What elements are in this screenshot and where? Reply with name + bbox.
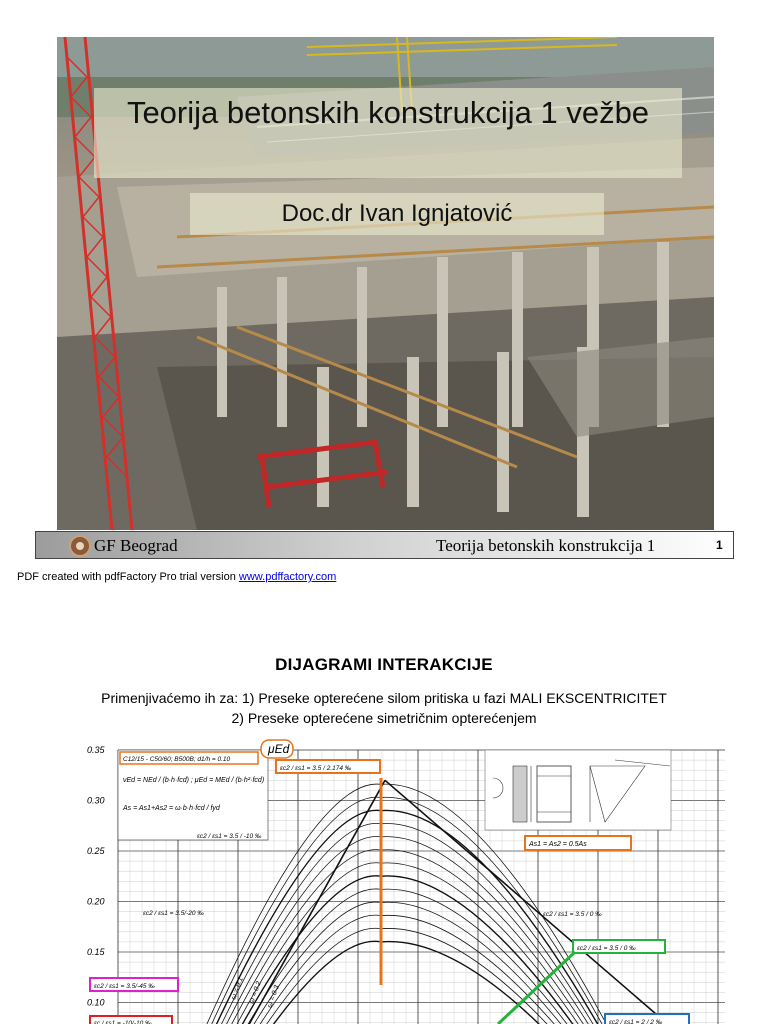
- formula-2-text: As = As1+As2 = ω·b·h·fcd / fyd: [123, 805, 220, 812]
- strain-45-text: εc2 / εs1 = 3.5/-45 ‰: [94, 983, 155, 990]
- page-heading: DIJAGRAMI INTERAKCIJE: [275, 655, 493, 674]
- intro-line-1: Primenjivaćemo ih za: 1) Preseke opterećene silom pritiska u fazi MALI EKSCENTRICITET: [101, 690, 667, 706]
- formula-1-text: νEd = NEd / (b·h·fcd) ; μEd = MEd / (b·h²·fcd): [123, 777, 265, 784]
- slide-footer: [35, 531, 734, 559]
- gf-logo-icon: [69, 535, 91, 557]
- intro-line-2: 2) Preseke opterećene simetričnim opterećenjem: [231, 710, 537, 726]
- interaction-diagram: [85, 738, 725, 1024]
- y-tick-label: 0.10: [87, 997, 105, 1008]
- interaction-curve: [197, 863, 629, 1024]
- interaction-diagram-svg: [85, 738, 725, 1024]
- y-tick-label: 0.20: [87, 896, 105, 907]
- cross-section-inset: [485, 750, 671, 830]
- section-rect: [513, 766, 527, 822]
- strain-top-text: εc2 / εs1 = 3.5 / 2.174 ‰: [280, 765, 352, 772]
- y-tick-label: 0.25: [87, 846, 105, 856]
- pdf-note: [17, 571, 336, 583]
- omega-curve-label: ω = 0.2: [248, 980, 263, 1005]
- pdffactory-link[interactable]: www.pdffactory.com: [238, 571, 337, 583]
- y-tick-label: 0.15: [87, 947, 105, 957]
- page-number: 1: [716, 538, 723, 552]
- y-tick-label: 0.35: [87, 745, 105, 755]
- slide-title: Teorija betonskih konstrukcija 1 vežbe: [94, 88, 682, 178]
- interaction-curve: [221, 941, 611, 1024]
- footer-course: Teorija betonskih konstrukcija 1: [436, 536, 656, 555]
- strain-left-low-text: εc / εs1 = -10/-10 ‰: [94, 1020, 152, 1024]
- mu-label: μEd: [268, 742, 290, 756]
- footer-institution: GF Beograd: [94, 536, 178, 555]
- pdf-note-text: PDF created with pdfFactory Pro trial version: [17, 571, 239, 583]
- strain-0-right-text: εc2 / εs1 = 3.5 / 0 ‰: [577, 945, 636, 952]
- omega-curve-label: ω = 0.1: [230, 976, 245, 1001]
- strain-2-text: εc2 / εs1 = 2 / 2 ‰: [609, 1019, 663, 1024]
- strain-20-text: εc2 / εs1 = 3.5/-20 ‰: [143, 910, 204, 917]
- omega-curve-label: ω = 0.3: [266, 984, 281, 1009]
- slide-subtitle: Doc.dr Ivan Ignjatović: [190, 193, 604, 235]
- reinforcement-text: As1 = As2 = 0.5As: [529, 841, 587, 848]
- strain-0-text: εc2 / εs1 = 3.5 / 0 ‰: [543, 911, 602, 918]
- spec-text: C12/15 - C50/60; B500B; d1/h = 0.10: [123, 756, 231, 763]
- strain-10-text: εc2 / εs1 = 3.5 / -10 ‰: [197, 833, 262, 840]
- y-tick-label: 0.30: [87, 795, 105, 806]
